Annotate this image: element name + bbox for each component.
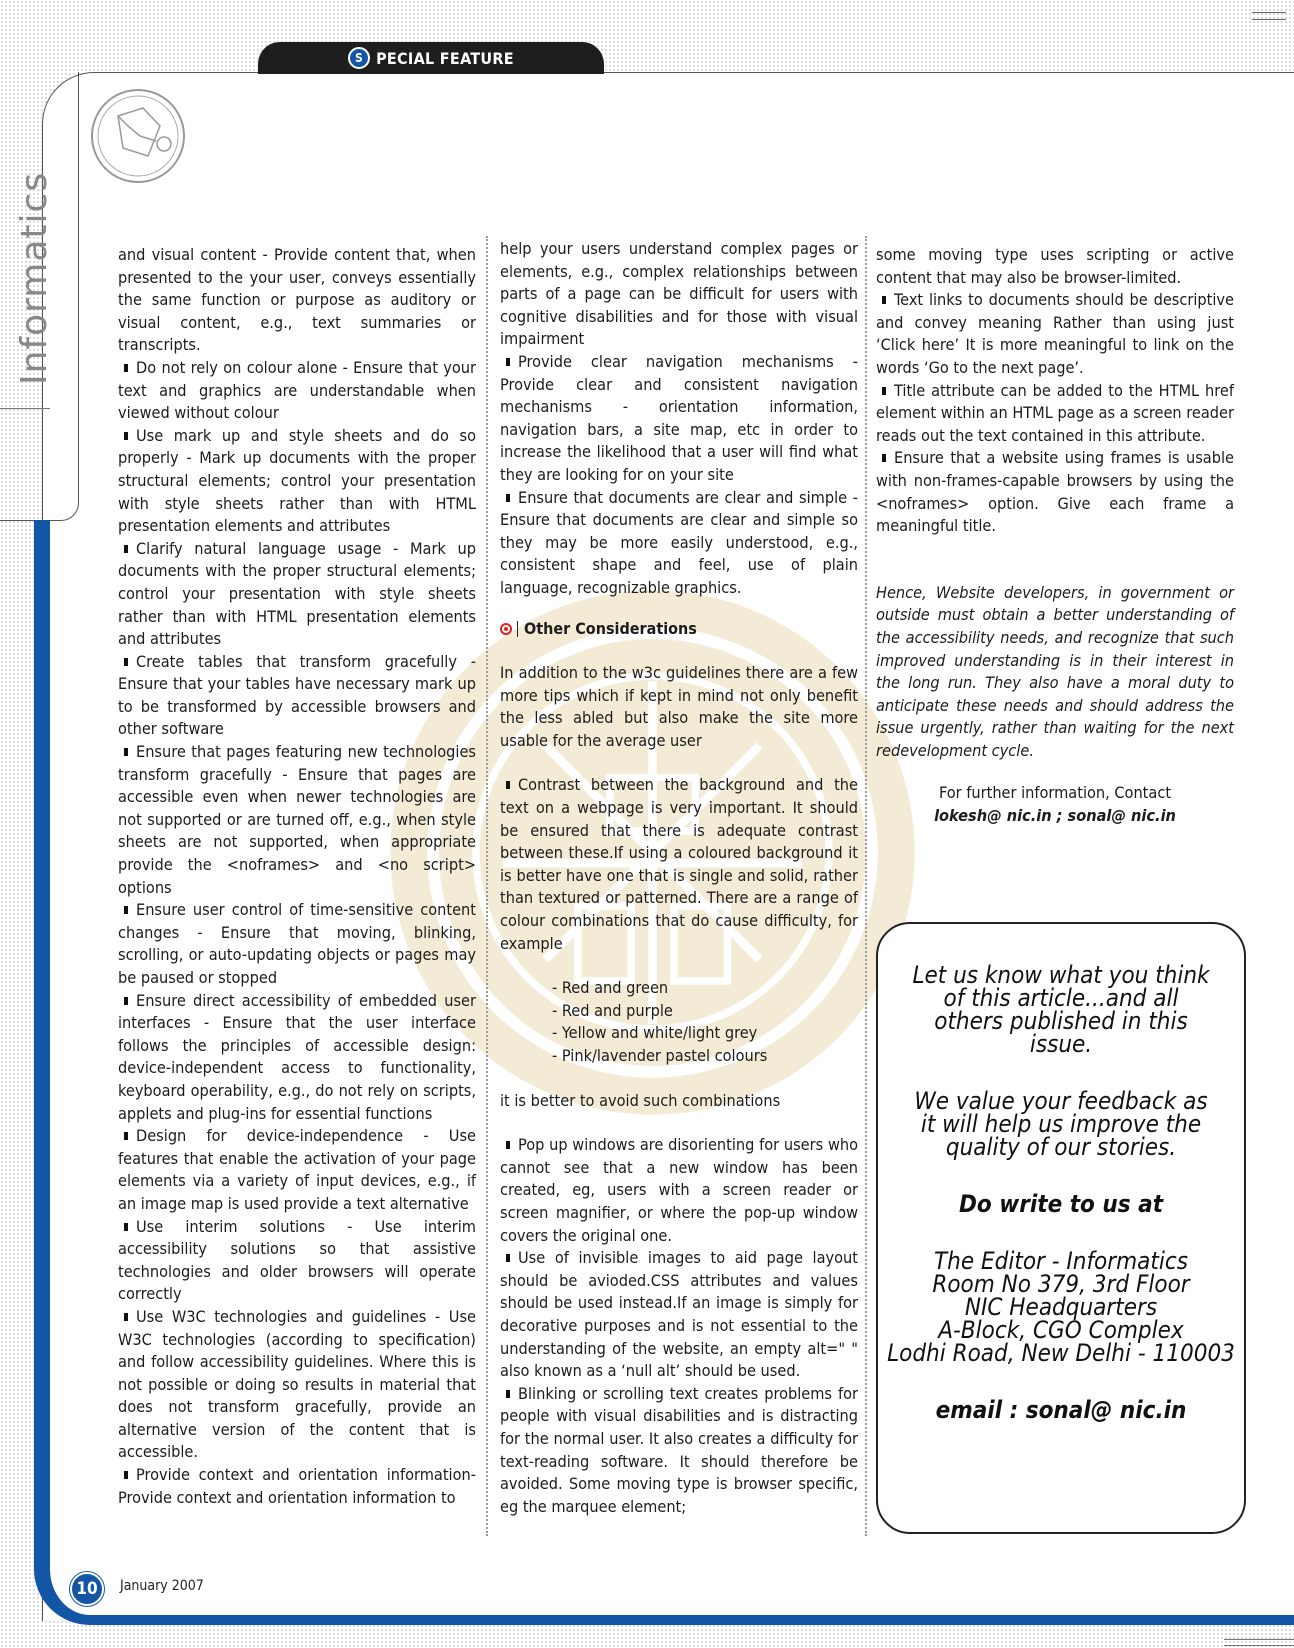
paragraph: In addition to the w3c guidelines there are a few more tips which if kept in mind not only benefit the less abled but also make the site more usable for the average user [500,663,858,750]
contact-line: For further information, Contact [938,783,1172,803]
tab-label: PECIAL FEATURE [376,48,514,68]
bullet-item: Use mark up and style sheets and do so properly - Mark up documents with the proper structural elements; control your presentation with style sheets rather than with HTML presentation elements and attributes [118,425,476,538]
heading-text: Other Considerations [524,618,697,638]
bullet-item: Do not rely on colour alone - Ensure that your text and graphics are understandable when viewed without colour [118,357,476,425]
bullet-item: Use interim solutions - Use interim accessibility solutions so that assistive technologies and older browsers will operate correctly [118,1216,476,1306]
s-logo-icon: S [348,47,370,69]
address-line: NIC Headquarters [964,1293,1158,1321]
bullet-item: Title attribute can be added to the HTML href element within an HTML page as a screen reader reads out the text contained in this attribute. [876,380,1234,448]
address-line: The Editor - Informatics [934,1247,1188,1275]
list-item: - Pink/lavender pastel colours [552,1046,768,1065]
conclusion-paragraph: Hence, Website developers, in government or outside must obtain a better understanding of the accessibility needs, and recognize that such improved understanding is in their interest in the long run. They also have a moral duty to anticipate these needs and should address the issue urgently, rather than waiting for the next redevelopment cycle. [876,582,1234,760]
contact-block [876,782,1234,827]
bullet-item: Pop up windows are disorienting for users who cannot see that a new window has been created, eg, users with a screen reader or screen magnifier, or where the pop-up window covers the original one. [500,1134,858,1247]
target-bullet-icon [500,623,512,635]
top-rules [1252,12,1286,26]
list-item: - Red and purple [552,1000,673,1020]
page-number: 10 [70,1572,104,1606]
side-rule [0,408,50,409]
paragraph: and visual content - Provide content that, when presented to the your user, conveys essentially the same function or purpose as auditory or visual content, e.g., text summaries or transcripts. [118,245,476,355]
section-label: Informatics [14,171,55,385]
bullet-item: Contrast between the background and the text on a webpage is very important. It should be ensured that there is adequate contrast between these.If using a coloured background it is better have one that is single and solid, rather than textured or patterned. There are a range of colour combinations that do cause difficulty, for example [500,774,858,955]
bullet-item: Design for device-independence - Use features that enable the activation of your page elements via a variety of input devices, e.g., if an image map is used provide a text alternative [118,1125,476,1215]
bullet-item: Use W3C technologies and guidelines - Use W3C technologies (according to specification) and follow accessibility guidelines. Where this is not possible or doing so results in material that does not transform gracefully, provide an alternative version of the content that is accessible. [118,1306,476,1464]
article-column-2 [500,238,858,1518]
heading-divider [517,621,518,637]
bullet-item: Blinking or scrolling text creates problems for people with visual disabilities and is distracting for the normal user. It also creates a difficulty for text-reading software. It should therefore be avoided. Some moving type is browser specific, eg the marquee element; [500,1383,858,1519]
column-divider-1 [486,236,488,1536]
bullet-item: Create tables that transform gracefully - Ensure that your tables have necessary mark up to be transformed by accessible browsers and other software [118,651,476,741]
address-line: A-Block, CGO Complex [938,1316,1184,1344]
bullet-item: Ensure that documents are clear and simple - Ensure that documents are clear and simple so they may be more easily understood, e.g., consistent shape and feel, use of plain language, recognizable graphics. [500,487,858,600]
feedback-callout-box [876,922,1246,1534]
bullet-item: Ensure direct accessibility of embedded user interfaces - Ensure that the user interface follows the principles of accessible design: device-independent access to functionality, keyboard operability, e.g., do not rely on scripts, applets and plug-ins for essential functions [118,990,476,1126]
callout-email: email : sonal@ nic.in [935,1396,1187,1424]
editor-address [878,1247,1244,1367]
list-item: - Yellow and white/light grey [552,1023,758,1043]
bullet-item: Ensure that a website using frames is usable with non-frames-capable browsers by using the <noframes> option. Give each frame a meaningful title. [876,447,1234,537]
bullet-item: Provide clear navigation mechanisms - Provide clear and consistent navigation mechanisms - orientation information, navigation bars, a site map, etc in order to increase the likelihood that a user will find what they are looking for on your site [500,351,858,487]
bullet-item: Clarify natural language usage - Mark up documents with the proper structural elements; control your presentation with style sheets rather than with HTML presentation elements and attributes [118,538,476,651]
callout-heading: Do write to us at [958,1190,1164,1218]
colour-combination-list [552,977,858,1067]
callout-text: We value your feedback as it will help us improve the quality of our stories. [914,1087,1208,1161]
article-column-3 [876,244,1234,828]
paragraph: it is better to avoid such combinations [500,1090,781,1110]
issue-date: January 2007 [120,1578,204,1594]
section-heading [500,618,858,641]
bullet-item: Ensure user control of time-sensitive content changes - Ensure that moving, blinking, scrolling, or auto-updating objects or pages may be paused or stopped [118,899,476,989]
bullet-item: Text links to documents should be descriptive and convey meaning Rather than using just ‘Click here’ It is more meaningful to link on the words ‘Go to the next page’. [876,289,1234,379]
special-feature-tab [258,42,604,74]
bottom-rules [1224,1634,1294,1646]
column-divider-2 [865,236,867,1536]
article-column-1 [118,244,476,1509]
paragraph: help your users understand complex pages or elements, e.g., complex relationships between parts of a page can be difficult for users with cognitive disabilities and for those with visual impairment [500,239,858,349]
address-line: Lodhi Road, New Delhi - 110003 [887,1339,1235,1367]
circular-emblem-icon [88,86,188,186]
bullet-item: Use of invisible images to aid page layout should be avioded.CSS attributes and values should be used instead.If an image is simply for decorative purposes and is not essential to the understanding of the website, an empty alt=" " also known as a ‘null alt’ should be used. [500,1247,858,1383]
list-item: - Red and green [552,978,669,998]
callout-text: Let us know what you think of this article...and all others published in this issue. [912,961,1210,1058]
address-line: Room No 379, 3rd Floor [932,1270,1190,1298]
bullet-item: Provide context and orientation information- Provide context and orientation information to [118,1464,476,1509]
contact-emails: lokesh@ nic.in ; sonal@ nic.in [934,806,1176,826]
bullet-item: Ensure that pages featuring new technologies transform gracefully - Ensure that pages are accessible even when newer technologies are not supported or are turned off, e.g., when style sheets are not supported, when appropriate provide the <noframes> and <no script> options [118,741,476,899]
paragraph: some moving type uses scripting or active content that may also be browser-limited. [876,245,1234,287]
